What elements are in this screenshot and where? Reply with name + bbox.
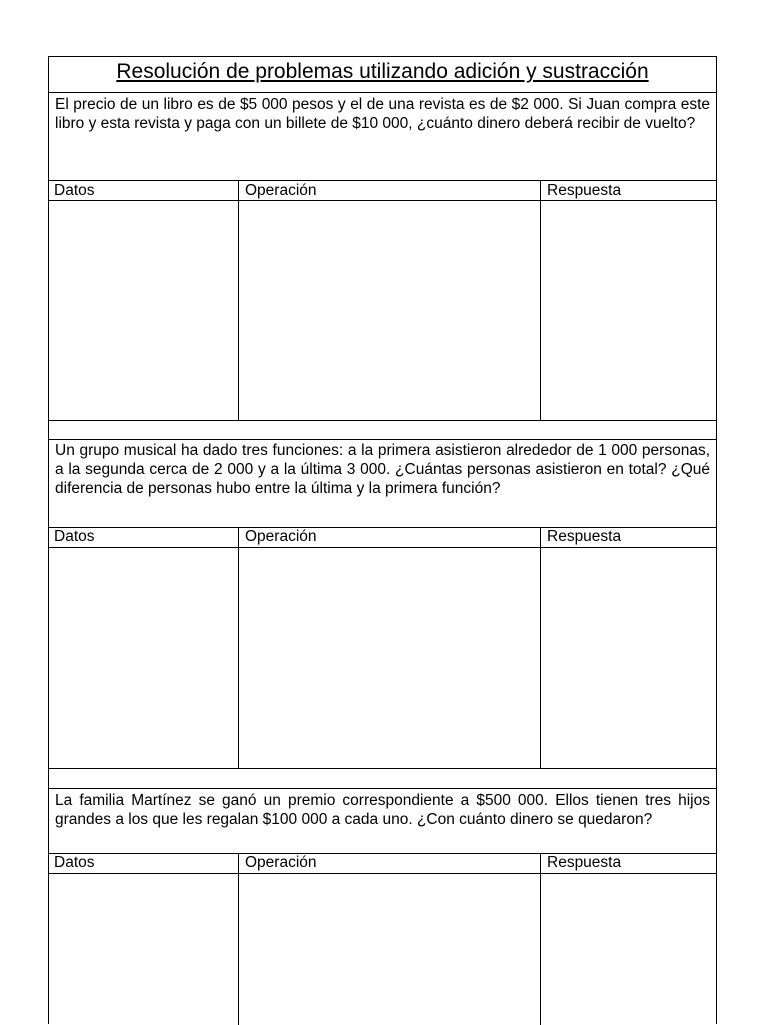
problem-1-header-operacion: Operación bbox=[245, 182, 317, 199]
problem-1-text: El precio de un libro es de $5 000 pesos y el de una revista es de $2 000. Si Juan compra este libro y esta revista y paga con un billete de $10 000, ¿cuánto dinero deberá recibir de vuelto? bbox=[55, 96, 710, 132]
column-divider bbox=[540, 853, 541, 1025]
problem-2-header-datos: Datos bbox=[54, 528, 95, 545]
problem-2-header-operacion: Operación bbox=[245, 528, 317, 545]
problem-3-text: La familia Martínez se ganó un premio correspondiente a $500 000. Ellos tienen tres hijos grandes a los que les regalan $100 000 a cada uno. ¿Con cuánto dinero se quedaron? bbox=[55, 792, 710, 828]
problem-2-text: Un grupo musical ha dado tres funciones: a la primera asistieron alrededor de 1 000 personas, a la segunda cerca de 2 000 y a la última 3 000. ¿Cuántas personas asistieron en total? ¿Qué diferencia de personas hubo entre la última y la primera función? bbox=[55, 442, 710, 497]
page-title: Resolución de problemas utilizando adición y sustracción bbox=[49, 57, 716, 93]
column-divider bbox=[238, 853, 239, 1025]
divider bbox=[49, 788, 716, 789]
column-divider bbox=[238, 180, 239, 420]
divider bbox=[49, 768, 716, 769]
divider bbox=[49, 439, 716, 440]
worksheet bbox=[48, 56, 717, 1024]
column-divider bbox=[238, 527, 239, 768]
divider bbox=[49, 547, 716, 548]
column-divider bbox=[540, 180, 541, 420]
problem-1-header-datos: Datos bbox=[54, 182, 95, 199]
problem-3-header-operacion: Operación bbox=[245, 854, 317, 871]
divider bbox=[49, 873, 716, 874]
problem-3-header-datos: Datos bbox=[54, 854, 95, 871]
problem-3-header-respuesta: Respuesta bbox=[547, 854, 622, 871]
divider bbox=[49, 200, 716, 201]
column-divider bbox=[540, 527, 541, 768]
divider bbox=[49, 420, 716, 421]
problem-1-header-respuesta: Respuesta bbox=[547, 182, 622, 199]
problem-2-header-respuesta: Respuesta bbox=[547, 528, 622, 545]
